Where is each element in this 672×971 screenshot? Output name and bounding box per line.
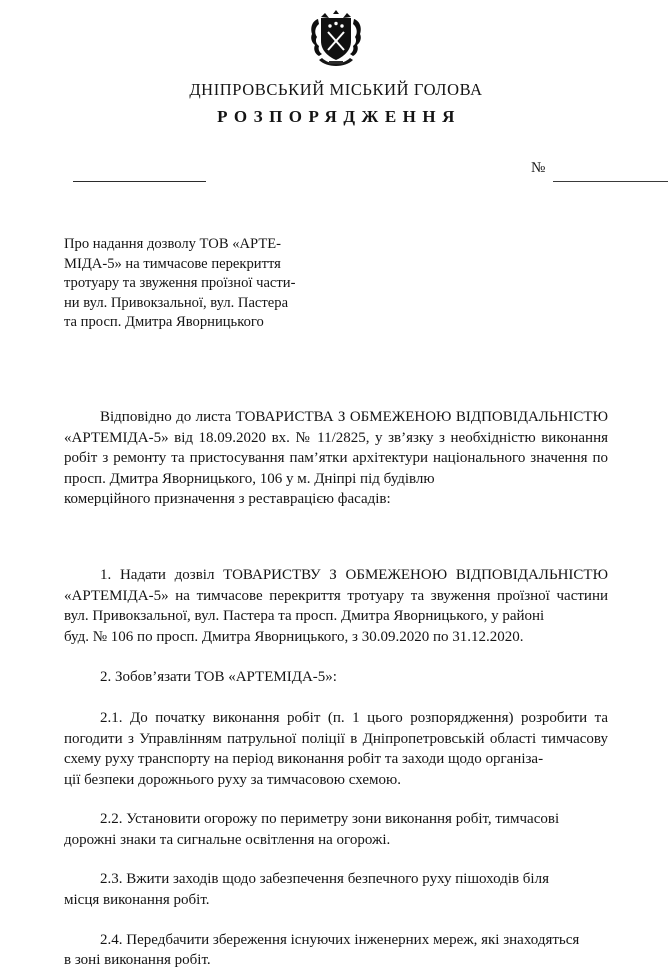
section-gap xyxy=(64,647,608,667)
item-2-paragraph xyxy=(64,667,608,688)
section-gap xyxy=(64,510,608,565)
subject-block xyxy=(64,235,345,333)
item-2-2-last-line: дорожні знаки та сигнальне освітлення на огорожі. xyxy=(64,831,391,848)
item-1-text: 1. Надати дозвіл ТОВАРИСТВУ З ОБМЕЖЕНОЮ ВІДПОВІДАЛЬНІСТЮ «АРТЕМІДА-5» на тимчасове перекриття тротуару та звуження проїзної частини вул. Привокзальної, вул. Пастера та просп. Дмитра Яворницького, у районі xyxy=(64,566,608,625)
item-2-text: 2. Зобов’язати ТОВ «АРТЕМІДА-5»: xyxy=(100,669,337,686)
item-1-paragraph xyxy=(64,565,608,647)
subject-line: Про надання дозволу ТОВ «АРТЕ- xyxy=(64,236,282,252)
item-2-1-paragraph xyxy=(64,708,608,790)
dnipro-coat-of-arms-icon xyxy=(309,10,363,68)
item-2-3-text: 2.3. Вжити заходів щодо забезпечення безпечного руху пішоходів біля xyxy=(100,871,549,888)
subject-line: та просп. Дмитра Яворницького xyxy=(64,314,264,331)
item-1-last-line: буд. № 106 по просп. Дмитра Яворницького, з 30.09.2020 по 31.12.2020. xyxy=(64,628,524,645)
preamble-paragraph xyxy=(64,407,608,510)
section-gap xyxy=(64,790,608,809)
document-body xyxy=(64,407,608,971)
item-2-1-last-line: ції безпеки дорожнього руху за тимчасовою схемою. xyxy=(64,771,401,788)
date-number-row xyxy=(64,159,608,199)
subject-line: тротуару та звуження проїзної части- xyxy=(64,275,296,292)
section-gap xyxy=(64,911,608,930)
emblem-container xyxy=(64,0,608,68)
section-gap xyxy=(64,850,608,869)
item-2-4-text: 2.4. Передбачити збереження існуючих інженерних мереж, які знаходяться xyxy=(100,931,580,948)
document-type-heading: РОЗПОРЯДЖЕННЯ xyxy=(217,107,461,126)
subject-line: ни вул. Привокзальної, вул. Пастера xyxy=(64,294,289,311)
number-blank-line[interactable] xyxy=(553,181,668,182)
item-2-3-last-line: місця виконання робіт. xyxy=(64,892,210,909)
item-2-2-paragraph xyxy=(64,809,608,850)
item-2-1-text: 2.1. До початку виконання робіт (п. 1 цього розпорядження) розробити та погодити з Управлінням патрульної поліції в Дніпропетровській області тимчасову схему руху транспорту на період виконання робіт та заходи щодо організа- xyxy=(64,709,608,768)
item-2-3-paragraph xyxy=(64,869,608,910)
item-2-4-paragraph xyxy=(64,930,608,971)
preamble-last-line: комерційного призначення з реставрацією фасадів: xyxy=(64,491,391,508)
item-2-2-text: 2.2. Установити огорожу по периметру зони виконання робіт, тимчасові xyxy=(100,811,560,828)
item-2-4-last-line: в зоні виконання робіт. xyxy=(64,952,211,969)
page-title: ДНІПРОВСЬКИЙ МІСЬКИЙ ГОЛОВА xyxy=(189,80,483,99)
number-label: № xyxy=(531,160,546,176)
subject-line: МІДА-5» на тимчасове перекриття xyxy=(64,255,281,272)
preamble-text: Відповідно до листа ТОВАРИСТВА З ОБМЕЖЕНОЮ ВІДПОВІДАЛЬНІСТЮ «АРТЕМІДА-5» від 18.09.2020 вх. № 11/2825, у зв’язку з необхідністю виконання робіт з ремонту та пристосування пам’ятки архітектури національного значення по просп. Дмитра Яворницького, 106 у м. Дніпрі під будівлю xyxy=(64,408,608,487)
date-blank-line[interactable] xyxy=(73,181,206,182)
section-gap xyxy=(64,688,608,708)
